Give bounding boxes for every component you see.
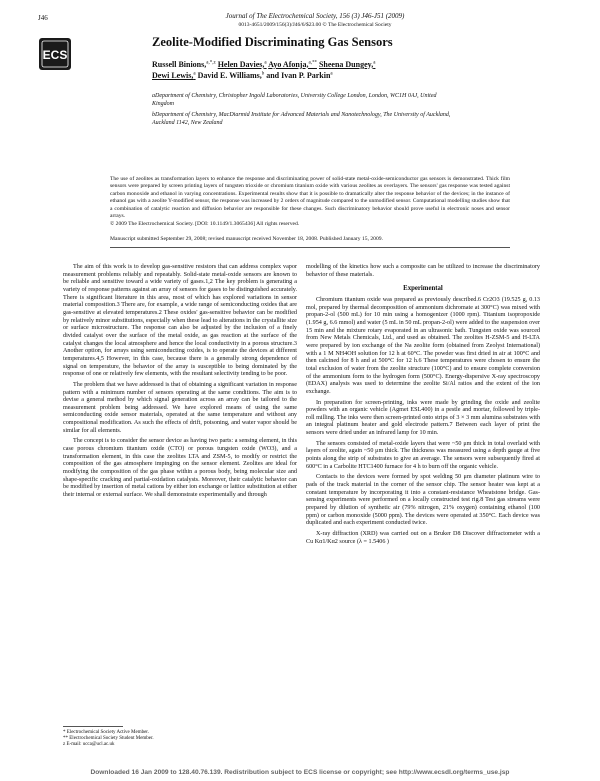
body-paragraph: Contacts to the devices were formed by spot welding 50 μm diameter platinum wire to pads of the track material in the corner of the sensor chip. The sensor heater was kept at a constant temperature by incorporating it into a constant-resistance Wheatstone bridge. Gas-sensing experiments were performed on a locally constructed test rig.8 Test gas streams were prepared by dilution of synthetic air (79% nitrogen, 21% oxygen) containing ethanol (100 ppm) or carbon monoxide (5000 ppm). The devices were operated at 350°C. Each device was duplicated and each experiment conducted twice.	[306, 474, 540, 527]
section-heading-experimental: Experimental	[403, 285, 443, 293]
body-paragraph: modelling of the kinetics how such a composite can be utilized to increase the discriminatory behavior of these materials.	[306, 264, 540, 278]
manuscript-dates: Manuscript submitted September 29, 2008; revised manuscript received November 18, 2008. Published January 15, 2009.	[110, 236, 383, 242]
footnotes	[63, 730, 297, 749]
left-column	[63, 264, 297, 503]
ecs-logo-icon	[38, 36, 72, 72]
affiliation: aDepartment of Chemistry, Christopher Ingold Laboratories, University College London, London, WC1H 0AJ, United Kingdom	[152, 93, 437, 107]
copyright-line: © 2009 The Electrochemical Society. [DOI: 10.1149/1.3065436] All rights reserved.	[110, 221, 300, 228]
footnote: ** Electrochemical Society Student Member.	[63, 736, 154, 742]
ecs-logo-text: ECS	[42, 48, 68, 62]
journal-citation: Journal of The Electrochemical Society, 156 (3) J46-J51 (2009)	[225, 12, 405, 20]
body-paragraph: X-ray diffraction (XRD) was carried out on a Bruker D8 Discover diffractometer with a Cu Kα1/Kα2 source (λ = 1.5406 )	[306, 531, 540, 545]
footnote-divider	[63, 726, 123, 727]
author: and Ivan P. Parkin$^a$	[266, 71, 333, 81]
abstract-text: The use of zeolites as transformation layers to enhance the response and discriminating power of solid-state metal-oxide-semiconductor gas sensors is demonstrated. Thick film sensors were prepared by screen printing layers of tungsten trioxide or chromium titanium oxide with various zeolites as overlayers. The sensors' gas response was tested against carbon monoxide and ethanol in varying concentrations. Experimental results show that it is possible to dramatically alter the response behavior of the devices; in the instance of ethanol gas with a zeolite Y-modified sensor, the response was increased by 2 orders of magnitude compared to the unmodified sensor. Computational modelling studies show that a combination of catalytic reaction and diffusion behavior are responsible for these changes. Such discriminatory behavior should prove useful in electronic noses and sensor arrays.	[110, 176, 510, 220]
paper-title: Zeolite-Modified Discriminating Gas Sensors	[152, 35, 393, 49]
journal-code: 0013-4651/2009/156(3)/J46/6/$23.00 © The Electrochemical Society	[238, 22, 392, 28]
right-column	[306, 264, 540, 549]
header-divider	[110, 247, 510, 248]
author-list	[152, 58, 452, 81]
affiliations	[152, 92, 452, 130]
author: Sheena Dungey,$^a$	[318, 59, 376, 69]
footnote-email: z E-mail: ucca@ucl.ac.uk	[63, 742, 115, 748]
affiliation: bDepartment of Chemistry, MacDiarmid Institute for Advanced Materials and Nanotechnology, The University of Auckland, Auckland 1142, New Zealand	[152, 112, 451, 126]
body-paragraph: Chromium titanium oxide was prepared as previously described.6 Cr2O3 (19.525 g, 0.13 mol, prepared by thermal decomposition of ammonium dichromate at 300°C) was mixed with propan-2-ol (500 mL) for 10 min using a homogenizer (1000 rpm). Titanium isopropoxide (1.954 g, 6.6 mmol) and water (5 mL in 50 mL propan-2-ol) were added to the suspension over 15 min and the mixture rotary evaporated in an ultrasonic bath. Tungsten oxide was sourced from New Metals Chemicals, Ltd., and used as obtained. The zeolites H-ZSM-5 and H-LTA were prepared by ion exchange of the Na zeolite form (obtained from Zeolyst International) with a 1 M NH4OH solution for 12 h at 60°C. The powder was first dried in air at 100°C and then calcined for 8 h and at 500°C for 12 h.6 These temperatures were chosen to ensure the total exclusion of water from the zeolite structure (100°C) and to ensure complete conversion of the ammonium form to the hydrogen form (500°C). Energy-dispersive X-ray spectroscopy (EDAX) analysis was used to determine the zeolite Si/Al ratios and the extent of the ion exchange.	[306, 296, 540, 395]
body-paragraph: The problem that we have addressed is that of obtaining a significant variation in response pattern with a minimum number of sensors operating at the same conditions. The aim is to devise a general method by which signal generation across an array can be tailored to the measurement problem being addressed. We have explored means of using the same semiconducting oxide sensor materials, operated at the same temperature and without any compositional modification. As such the effects of drift, poisoning, and water vapor should be similar for all elements.	[63, 381, 297, 434]
page-number: J46	[38, 14, 48, 22]
footnote: * Electrochemical Society Active Member.	[63, 730, 149, 735]
download-footer: Downloaded 16 Jan 2009 to 128.40.76.139. Redistribution subject to ECS license or copyright; see http://www.ecsdl.org/terms_use.jsp	[90, 769, 510, 776]
body-paragraph: In preparation for screen-printing, inks were made by grinding the oxide and zeolite powders with an organic vehicle (Agmet ESL400) in a pestle and mortar, followed by triple-roll milling. The inks were then screen-printed onto strips of 3 × 3 mm alumina substrates with an integral platinum heater and gold electrode pattern.7 Between each layer of print the sensors were dried under an infrared lamp for 10 min.	[306, 399, 540, 437]
body-paragraph: The aim of this work is to develop gas-sensitive resistors that can address complex vapor measurement problems reliably and repeatably. Solid-state metal-oxide sensors are known to be reliable and sensitive toward a wide variety of gases.1,2 The key problem is generating a variety of response patterns against an array of sensors for gases to be distinguished accurately. There is significant literature in this area, most of which has explored variations in sensor material composition.3 There are, for example, a wide range of semiconducting oxides that are gas-sensitive at elevated temperatures.2 These oxides' gas-sensitive behavior can be modified by relatively minor substitutions, especially when these lead to alterations in the crystallite size or surface microstructure. The response can also be adjusted by the inclusion of a finely divided catalyst over the surface of the metal oxide, as gas reaction at the surface of the catalyst changes the local atmosphere and hence the local conductivity in a porous structure.3 Another option, for arrays using semiconducting oxides, is to operate the devices at different temperatures.4,5 However, in this case, because there is a generally strong dependence of signal on temperature, the behavior of the array is susceptible to being dominated by the response of one or relatively few elements, with the resultant selectivity tending to be poor.	[63, 264, 297, 378]
journal-header	[160, 12, 470, 30]
abstract	[110, 176, 510, 229]
body-paragraph: The concept is to consider the sensor device as having two parts: a sensing element, in this case porous chromium titanium oxide (CTO) or porous tungsten oxide (WO3), and a transformation element, in this case the zeolites LTA and ZSM-5, to modify or restrict the composition of the gas atmosphere impinging on the sensor element. Zeolites are ideal for modifying the composition of the gas phase within a porous body, being molecular size and shape-specific cracking and partial-oxidation catalysts. Moreover, their catalytic behavior can be modified by insertion of metal cations by either ion exchange or lattice substitution at either their internal or external surface. We shall demonstrate experimentally and through	[63, 438, 297, 499]
author: Dewi Lewis,$^a$	[152, 71, 196, 81]
author: David E. Williams,$^b$	[197, 71, 265, 81]
author: Helen Davies,$^a$	[217, 59, 267, 69]
author: Ayo Afonja,$^{a,**}$	[268, 59, 317, 69]
body-paragraph: The sensors consisted of metal-oxide layers that were ~50 μm thick in total overlaid with layers of zeolite, again ~50 μm thick. The thickness was measured using a depth gauge at five points along the strip of substrates to give an average. The sensors were subsequently fired at 600°C in a Carbolite HTC1400 furnace for 4 h to burn off the organic vehicle.	[306, 440, 540, 470]
author: Russell Binions,$^{a,*,z}$	[152, 59, 216, 69]
